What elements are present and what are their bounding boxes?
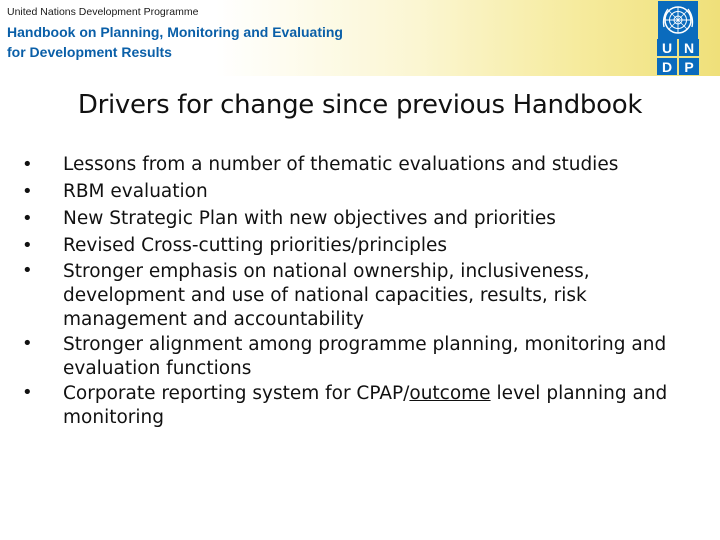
bullet-item	[22, 232, 712, 259]
logo-letter-n: N	[679, 39, 699, 56]
un-emblem-icon	[658, 1, 698, 39]
bullet-item	[22, 178, 712, 205]
bullet-dot-icon: •	[22, 235, 33, 256]
bullet-list	[22, 151, 712, 430]
bullet-item	[22, 381, 712, 430]
handbook-title	[7, 22, 407, 62]
bullet-text: Revised Cross-cutting priorities/principles	[63, 235, 448, 256]
bullet-item	[22, 259, 712, 332]
bullet-text: Lessons from a number of thematic evaluations and studies	[63, 154, 619, 175]
bullet-text: Stronger emphasis on national ownership, inclusiveness, development and use of national capacities, results, risk management and accountability	[63, 261, 590, 330]
bullet-item	[22, 151, 712, 178]
undp-letter-grid	[657, 39, 700, 76]
bullet-text-underlined: outcome	[409, 383, 491, 404]
bullet-text-after: level planning and monitoring	[63, 383, 668, 428]
bullet-dot-icon: •	[22, 333, 33, 354]
bullet-item	[22, 332, 712, 381]
bullet-text: New Strategic Plan with new objectives and priorities	[63, 208, 556, 229]
logo-letter-u: U	[657, 39, 677, 56]
handbook-title-line1: Handbook on Planning, Monitoring and Evaluating	[7, 24, 343, 40]
bullet-text-before: Corporate reporting system for CPAP/	[63, 383, 410, 404]
organization-name: United Nations Development Programme	[7, 6, 199, 18]
undp-logo	[657, 1, 700, 75]
handbook-title-line2: for Development Results	[7, 44, 172, 60]
slide-title: Drivers for change since previous Handbook	[77, 90, 643, 120]
bullet-dot-icon: •	[22, 181, 33, 202]
bullet-dot-icon: •	[22, 260, 33, 281]
bullet-text: Stronger alignment among programme planning, monitoring and evaluation functions	[63, 334, 667, 379]
logo-letter-p: P	[679, 58, 699, 75]
bullet-item	[22, 205, 712, 232]
bullet-text: RBM evaluation	[63, 181, 208, 202]
bullet-dot-icon: •	[22, 382, 33, 403]
bullet-dot-icon: •	[22, 208, 33, 229]
bullet-dot-icon: •	[22, 154, 33, 175]
logo-letter-d: D	[657, 58, 677, 75]
